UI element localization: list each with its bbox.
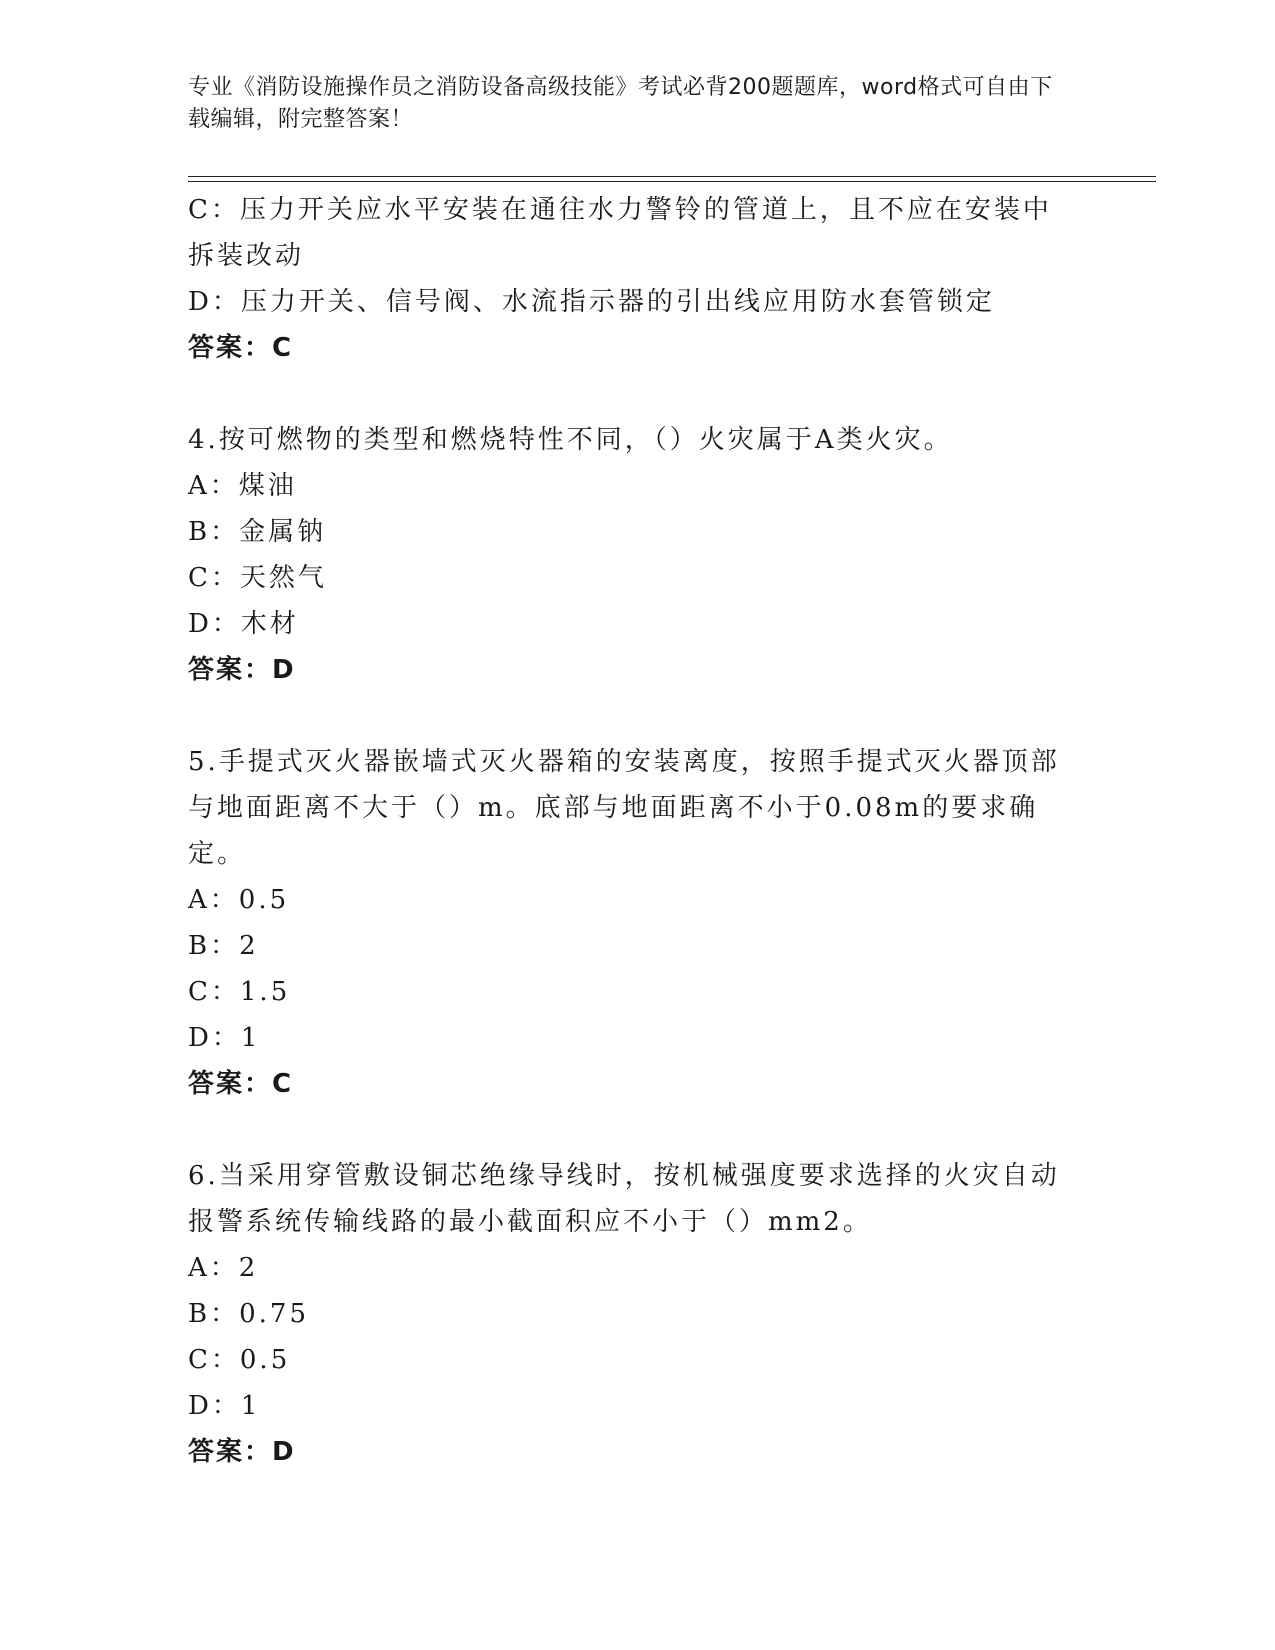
option-d: D：1 <box>188 1391 261 1421</box>
option-c: C：压力开关应水平安装在通往水力警铃的管道上，且不应在安装中拆装改动 <box>188 195 1052 271</box>
option-b: B：2 <box>188 931 259 961</box>
question-stem: 6.当采用穿管敷设铜芯绝缘导线时，按机械强度要求选择的火灾自动报警系统传输线路的最小截面积应不小于（）mm2。 <box>188 1161 1060 1237</box>
answer: 答案：C <box>188 333 294 363</box>
header-rule-top <box>188 176 1156 177</box>
option-d: D：木材 <box>188 609 299 639</box>
spacer <box>188 371 1068 417</box>
question-list <box>188 187 1068 1475</box>
question-stem: 5.手提式灭火器嵌墙式灭火器箱的安装离度，按照手提式灭火器顶部与地面距离不大于（）m。底部与地面距离不小于0.08m的要求确定。 <box>188 747 1060 869</box>
header-rule-bottom <box>188 181 1156 182</box>
document-header: 专业《消防设施操作员之消防设备高级技能》考试必背200题题库，word格式可自由下载编辑，附完整答案！ <box>188 75 1053 132</box>
option-a: A：0.5 <box>188 885 290 915</box>
answer: 答案：D <box>188 1437 296 1467</box>
option-c: C：天然气 <box>188 563 327 593</box>
option-b: B：金属钠 <box>188 517 327 547</box>
option-c: C：1.5 <box>188 977 291 1007</box>
spacer <box>188 1107 1068 1153</box>
answer: 答案：D <box>188 655 296 685</box>
option-a: A：煤油 <box>188 471 297 501</box>
question-5 <box>188 739 1068 1107</box>
question-stem: 4.按可燃物的类型和燃烧特性不同，（）火灾属于A类火灾。 <box>188 425 953 455</box>
question-6 <box>188 1153 1068 1475</box>
question-fragment <box>188 187 1068 371</box>
option-b: B：0.75 <box>188 1299 309 1329</box>
spacer <box>188 693 1068 739</box>
option-a: A：2 <box>188 1253 259 1283</box>
option-d: D：压力开关、信号阀、水流指示器的引出线应用防水套管锁定 <box>188 287 995 317</box>
option-d: D：1 <box>188 1023 261 1053</box>
answer: 答案：C <box>188 1069 294 1099</box>
question-4 <box>188 417 1068 693</box>
option-c: C：0.5 <box>188 1345 291 1375</box>
